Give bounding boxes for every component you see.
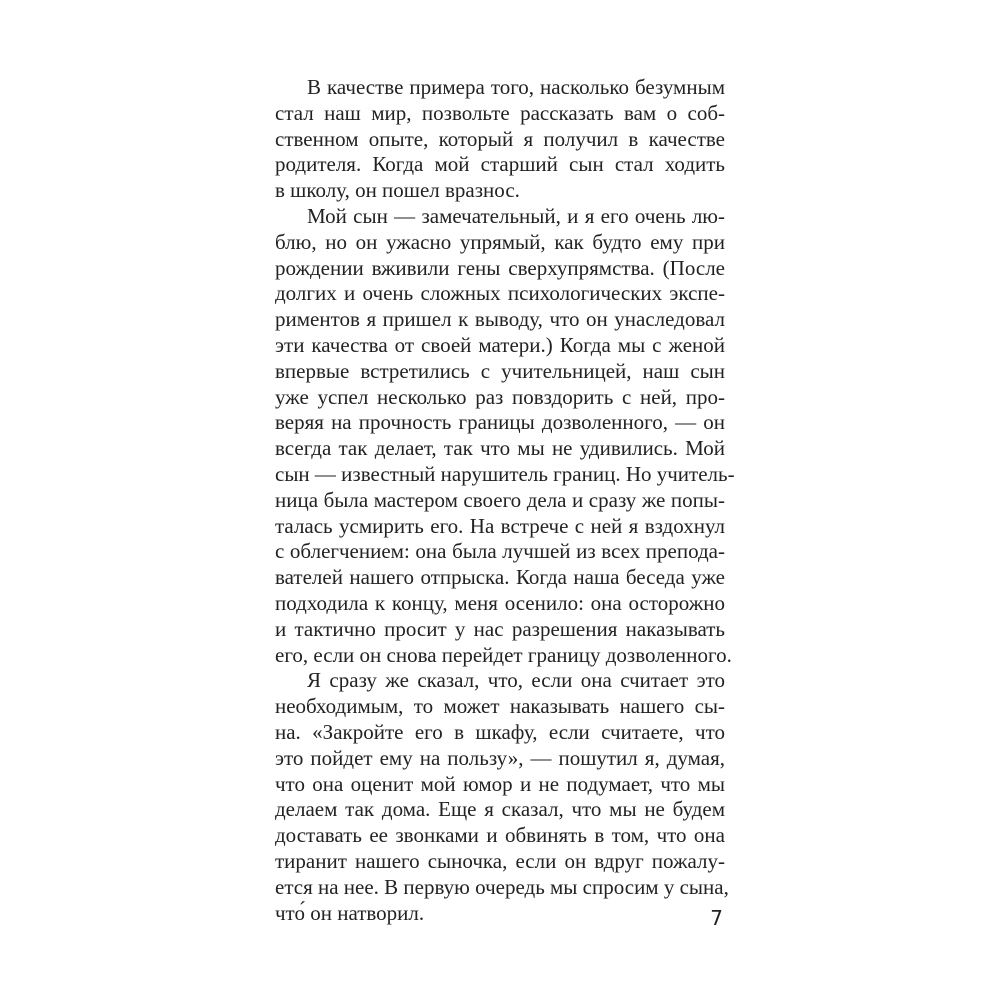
text-line: сын — известный нарушитель границ. Но учитель- <box>275 461 735 486</box>
text-line: эти качества от своей матери.) Когда мы с женой <box>275 332 725 357</box>
text-line: тиранит нашего сыночка, если он вдруг пожалу- <box>275 848 725 873</box>
paragraph <box>275 668 729 926</box>
text-line: это пойдет ему на пользу», — пошутил я, думая, <box>275 745 725 770</box>
text-line: талась усмирить его. На встрече с ней я вздохнул <box>275 513 725 538</box>
text-line: В качестве примера того, насколько безумным <box>307 75 725 99</box>
text-line: веряя на прочность границы дозволенного, — он <box>275 410 725 435</box>
text-line: доставать ее звонками и обвинять в том, что она <box>275 823 725 848</box>
text-line: Мой сын — замечательный, и я его очень лю- <box>307 203 725 228</box>
text-line: родителя. Когда мой старший сын стал ходить <box>275 152 725 177</box>
text-line: необходимым, то может наказывать нашего сы- <box>275 694 725 719</box>
text-line: рождении вживили гены сверхупрямства. (После <box>275 255 725 280</box>
text-line: ница была мастером своего дела и сразу же попы- <box>275 487 725 512</box>
page-number: 7 <box>710 906 723 930</box>
text-line: уже успел несколько раз повздорить с ней, про- <box>275 384 725 409</box>
paragraph <box>275 75 725 204</box>
text-line: блю, но он ужасно упрямый, как будто ему при <box>275 229 725 254</box>
text-line: что она оценит мой юмор и не подумает, что мы <box>275 771 725 796</box>
text-line: с облегчением: она была лучшей из всех препода- <box>275 539 725 564</box>
paragraph <box>275 203 735 668</box>
text-line: делаем так дома. Еще я сказал, что мы не будем <box>275 797 725 822</box>
text-line: всегда так делает, так что мы не удивились. Мой <box>275 436 725 461</box>
text-line: ственном опыте, который я получил в качестве <box>275 126 725 151</box>
text-line: его, если он снова перейдет границу дозволенного. <box>275 642 732 667</box>
text-line: и тактично просит у нас разрешения наказывать <box>275 616 725 641</box>
text-line: риментов я пришел к выводу, что он унаследовал <box>275 307 725 332</box>
text-line: что́ он натворил. <box>275 900 425 925</box>
text-line: впервые встретились с учительницей, наш сын <box>275 358 725 383</box>
text-line: на. «Закройте его в шкафу, если считаете, что <box>275 719 725 744</box>
text-line: ется на нее. В первую очередь мы спросим у сына, <box>275 874 729 899</box>
text-line: Я сразу же сказал, что, если она считает это <box>307 668 725 693</box>
text-line: вателей нашего отпрыска. Когда наша беседа уже <box>275 565 725 590</box>
body-text <box>275 75 735 926</box>
text-line: подходила к концу, меня осенило: она осторожно <box>275 590 725 615</box>
text-line: стал наш мир, позвольте рассказать вам о соб- <box>275 100 725 125</box>
text-line: в школу, он пошел вразнос. <box>275 178 520 203</box>
text-line: долгих и очень сложных психологических экспе- <box>275 281 725 306</box>
